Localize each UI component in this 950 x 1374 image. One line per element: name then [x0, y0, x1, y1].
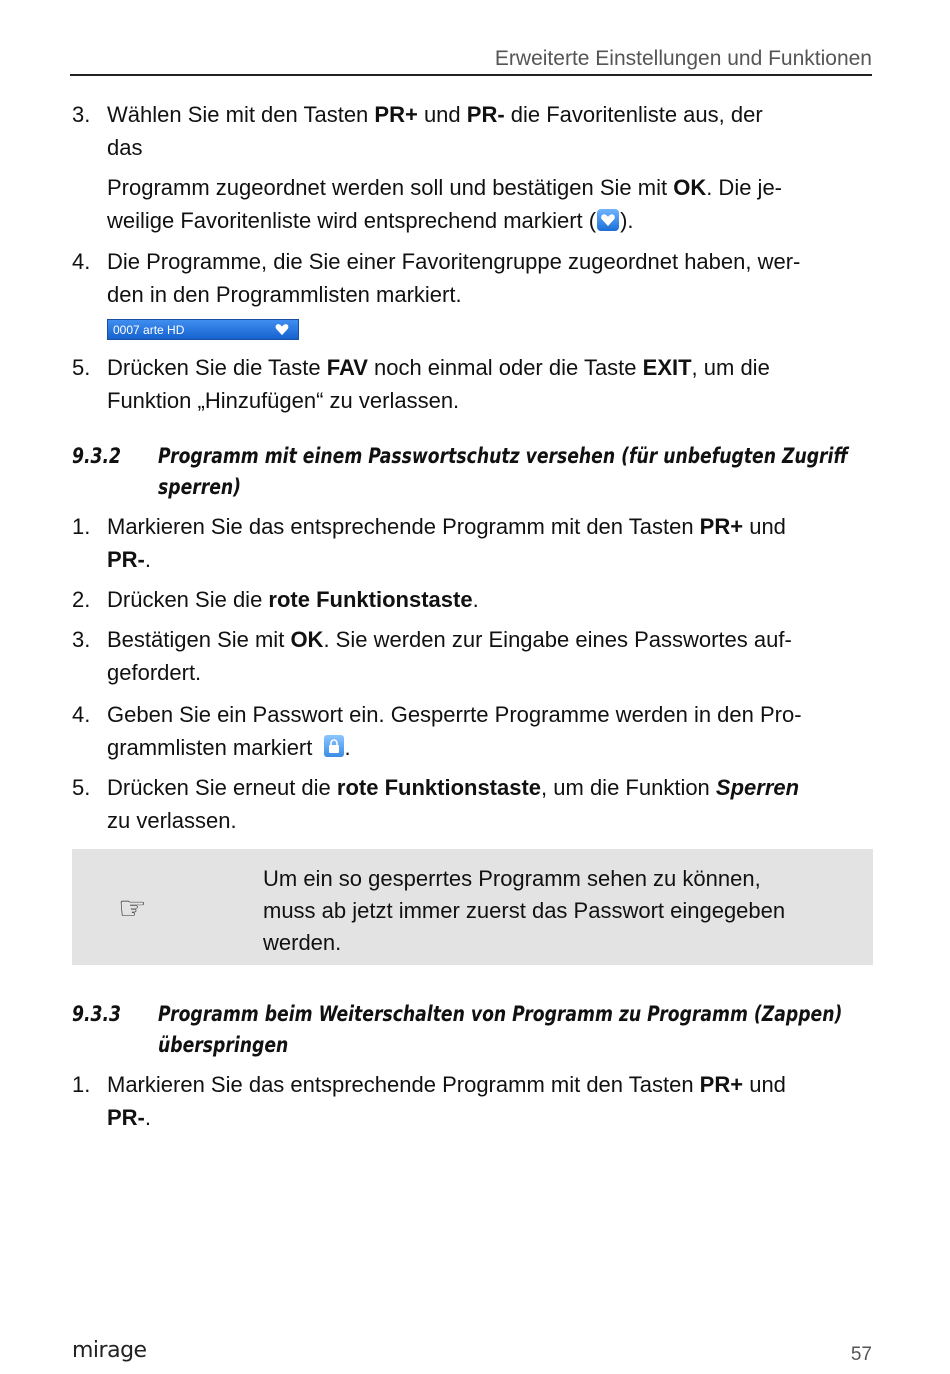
list-number: 1. [72, 1072, 91, 1097]
favorite-heart-icon [597, 209, 619, 231]
list-number: 4. [72, 249, 91, 274]
list-item-text: Markieren Sie das entsprechende Programm mit den Tasten PR+ und PR-. [107, 514, 786, 572]
list-number: 3. [72, 627, 91, 652]
section-title: Programm beim Weiterschalten von Programm zu Programm (Zappen) überspringen [158, 1002, 843, 1057]
list-item-text: Geben Sie ein Passwort ein. Gesperrte Programme werden in den Pro- grammlisten markiert . [107, 702, 802, 760]
list-item-text: Programm zugeordnet werden soll und bestätigen Sie mit OK. Die je- weilige Favoritenliste wird entsprechend markiert ( ). [107, 175, 782, 233]
page-number: 57 [850, 1344, 872, 1365]
list-item-text: Drücken Sie die Taste FAV noch einmal oder die Taste EXIT, um die Funktion „Hinzufügen“ zu verlassen. [107, 355, 770, 413]
list-item-text: Markieren Sie das entsprechende Programm mit den Tasten PR+ und PR-. [107, 1072, 786, 1130]
list-item-text: Bestätigen Sie mit OK. Sie werden zur Eingabe eines Passwortes auf- gefordert. [107, 627, 792, 685]
section-title: Programm mit einem Passwortschutz versehen (für unbefugten Zugriff sperren) [158, 444, 848, 499]
list-number: 3. [72, 102, 91, 127]
channel-list-sample [107, 319, 299, 340]
list-number: 5. [72, 775, 91, 800]
list-number: 5. [72, 355, 91, 380]
list-item-text: Drücken Sie erneut die rote Funktionstaste, um die Funktion Sperren zu verlassen. [107, 775, 800, 833]
list-item-text: Wählen Sie mit den Tasten PR+ und PR- die Favoritenliste aus, der das [107, 102, 763, 160]
list-number: 4. [72, 702, 91, 727]
pointing-hand-icon: ☞ [118, 890, 147, 926]
header-title: Erweiterte Einstellungen und Funktionen [494, 47, 872, 70]
heart-icon [274, 322, 290, 344]
list-number: 1. [72, 514, 91, 539]
list-item-text: Die Programme, die Sie einer Favoritengruppe zugeordnet haben, wer- den in den Programmlisten markiert. [107, 249, 801, 307]
list-item-text: Drücken Sie die rote Funktionstaste. [107, 587, 479, 612]
list-number: 2. [72, 587, 91, 612]
lock-icon [324, 735, 344, 757]
brand-logo: mirage [72, 1338, 147, 1363]
section-number: 9.3.2 [72, 444, 122, 468]
note-text: Um ein so gesperrtes Programm sehen zu können, muss ab jetzt immer zuerst das Passwort eingegeben werden. [263, 866, 786, 955]
note-box [72, 849, 873, 965]
channel-label: 0007 arte HD [113, 323, 185, 337]
page-header [70, 44, 872, 76]
section-number: 9.3.3 [72, 1002, 122, 1026]
